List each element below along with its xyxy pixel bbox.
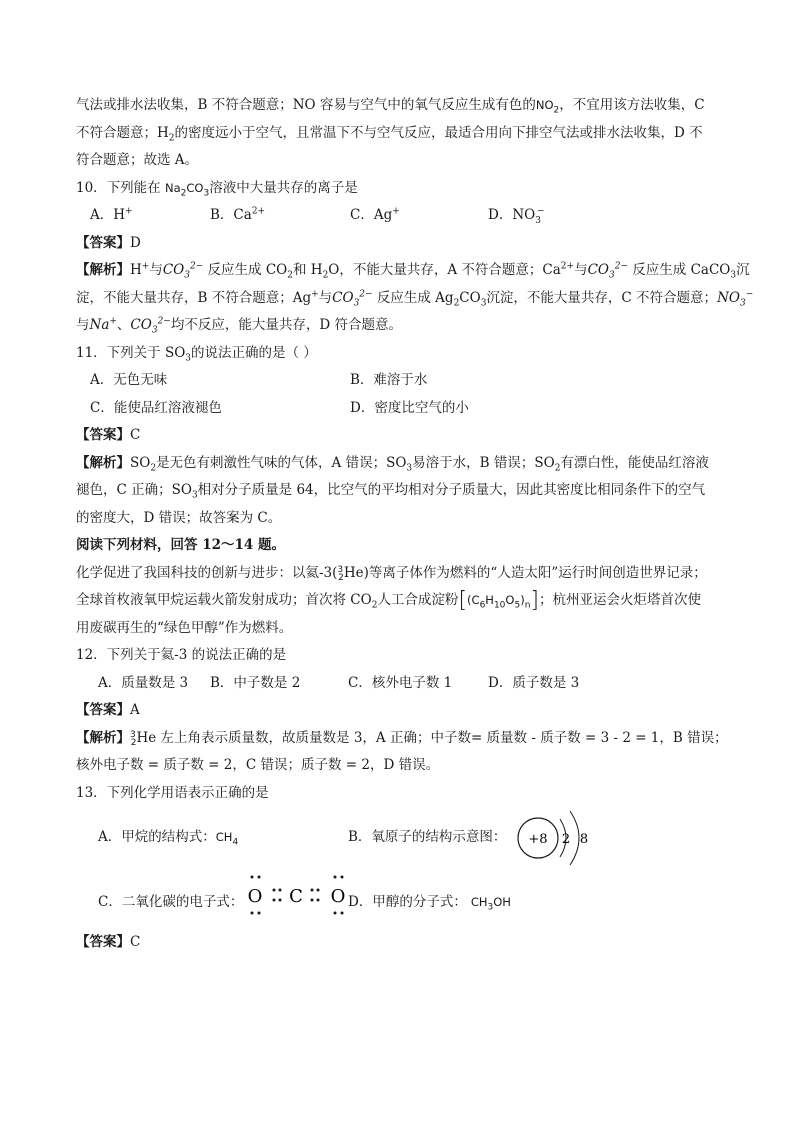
shell-2-electrons: 8 [579, 832, 589, 847]
q12-option-b: B．中子数是 2 [210, 674, 301, 691]
document-page [76, 92, 754, 957]
svg-text:C: C [289, 886, 303, 907]
q12-option-d: D．质子数是 3 [488, 674, 580, 691]
q12-options [76, 670, 726, 698]
reading-line-2: 全球首枚液氧甲烷运载火箭发射成功；首次将 $CO_2$人工合成淀粉$[(C_6H_{10}O_5)_n]$；杭州亚运会火炬塔首次使 [76, 588, 702, 613]
q12-stem: 12．下列关于氦-3 的说法正确的是 [76, 647, 287, 663]
q11-stem: 11．下列关于 $SO_3$的说法正确的是（ ） [76, 344, 317, 364]
q13-option-b: B．氧原子的结构示意图： [348, 829, 507, 845]
reading-line-3: 用废碳再生的“绿色甲醇”作为燃料。 [76, 619, 293, 636]
nucleus-label: +8 [528, 832, 548, 847]
q11-analysis-line-3: 的密度大，D 错误；故答案为 C。 [76, 509, 282, 526]
q10-options [76, 202, 726, 230]
oxygen-atom-diagram [514, 807, 594, 869]
q12-answer: 【答案】A [76, 702, 140, 718]
q10-option-d: D．$NO_3^-$ [488, 206, 545, 226]
shell-1-electrons: 2 [561, 832, 571, 847]
q10-stem: 10．下列能在 $Na_2CO_3$溶液中大量共存的离子是 [76, 179, 358, 198]
q11-options-row-1 [76, 367, 726, 395]
prev-analysis-line-3: 符合题意；故选 A。 [76, 152, 199, 168]
prev-analysis-line-1: 气法或排水法收集，B 不符合题意；NO 容易与空气中的氧气反应生成有色的$NO_2$，不宜用该方法收集，C [76, 97, 705, 116]
q11-analysis-line-1: 【解析】$SO_2$是无色有刺激性气味的气体，A 错误；$SO_3$易溶于水，B 错误；$SO_2$有漂白性，能使品红溶液 [76, 454, 709, 474]
q13-option-a: A．甲烷的结构式：$CH_4$ [98, 829, 239, 848]
q13-answer: 【答案】C [76, 934, 141, 950]
q13-options-row-2 [76, 869, 726, 935]
q13-options-row-1 [76, 807, 726, 869]
q10-option-c: C．Ag+ [350, 206, 400, 223]
q10-analysis-line-1: 【解析】H+与$CO_3^{2-}$ 反应生成 $CO_2$和 $H_2O$，不能大量共存，A 不符合题意；$Ca^{2+}$与$CO_3^{2-}$ 反应生成 CaCO$_3$沉 [76, 261, 750, 281]
q10-answer: 【答案】D [76, 234, 141, 251]
svg-text:O: O [330, 886, 346, 907]
q10-analysis-line-3: 与Na+、$CO_3^{2-}$均不反应，能大量共存，D 符合题意。 [76, 316, 402, 336]
q11-option-d: D．密度比空气的小 [350, 399, 469, 416]
q10-option-a: A．H+ [90, 206, 133, 223]
q13-stem: 13．下列化学用语表示正确的是 [76, 784, 269, 801]
reading-line-1: 化学促进了我国科技的创新与进步：以氦-3($^3_2$He)等离子体作为燃料的“人造太阳”运行时间创造世界记录； [76, 564, 707, 583]
q11-options-row-2 [76, 395, 726, 423]
q12-analysis-line-2: 核外电子数 = 质子数 = 2，C 错误；质子数 = 2，D 错误。 [76, 757, 440, 773]
q11-option-b: B．难溶于水 [350, 372, 428, 388]
q11-option-c: C．能使品红溶液褪色 [90, 399, 222, 416]
q11-option-a: A．无色无味 [90, 372, 168, 388]
q13-option-d: D．甲醇的分子式： $CH_3OH$ [348, 894, 511, 913]
svg-text:O: O [247, 886, 263, 907]
q12-option-a: A．质量数是 3 [98, 674, 189, 691]
reading-title: 阅读下列材料，回答 12～14 题。 [76, 537, 285, 553]
q10-analysis-line-2: 淀，不能大量共存，B 不符合题意；Ag+与$CO_3^{2-}$ 反应生成 $Ag_2CO_3$沉淀，不能大量共存，C 不符合题意；$NO_3^-$ [76, 289, 754, 309]
q10-option-b: B．$Ca^{2+}$ [210, 206, 266, 223]
q13-option-c: C．二氧化碳的电子式： [98, 894, 244, 910]
prev-analysis-line-2: 不符合题意；$H_2$的密度远小于空气，且常温下不与空气反应，最适合用向下排空气法或排水法收集，D 不 [76, 124, 703, 144]
q11-analysis-line-2: 褪色，C 正确；$SO_3$相对分子质量是 64，比空气的平均相对分子质量大，因此其密度比相同条件下的空气 [76, 482, 706, 501]
q11-answer: 【答案】C [76, 427, 141, 443]
q12-option-c: C．核外电子数 1 [348, 674, 453, 691]
q12-analysis-line-1: 【解析】$^3_2$He 左上角表示质量数，故质量数是 3，A 正确；中子数= 质量数 - 质子数 = 3 - 2 = 1，B 错误； [76, 729, 728, 748]
